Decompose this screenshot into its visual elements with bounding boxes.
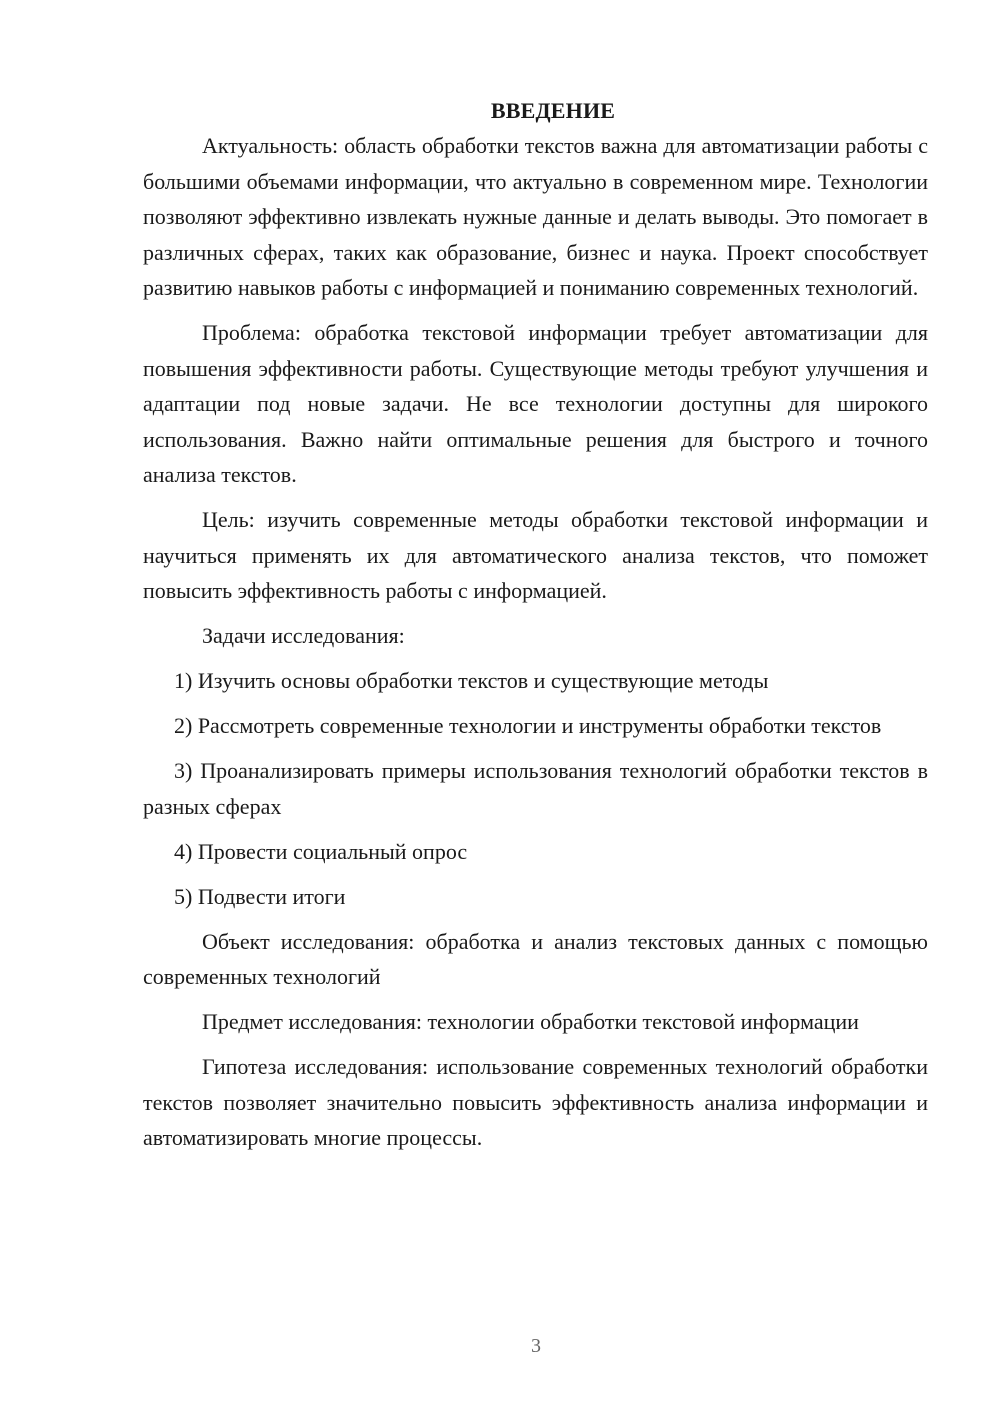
task-item-2: 2) Рассмотреть современные технологии и инструменты обработки текстов <box>174 713 882 738</box>
task-item-4: 4) Провести социальный опрос <box>174 838 468 864</box>
task-item-1: 1) Изучить основы обработки текстов и существующие методы <box>174 668 769 693</box>
section-title: ВВЕДЕНИЕ <box>490 98 616 123</box>
paragraph-hypothesis: Гипотеза исследования: использование современных технологий обработки текстов позволяет значительно повысить эффективность анализа информации и автоматизировать многие процессы. <box>143 1054 928 1150</box>
paragraph-object: Объект исследования: обработка и анализ текстовых данных с помощью современных технологий <box>143 928 928 989</box>
paragraph-problem: Проблема: обработка текстовой информации требует автоматизации для повышения эффективности работы. Существующие методы требуют улучшения и адаптации под новые задачи. Не все технологии доступны для широкого использования. Важно найти оптимальные решения для быстрого и точного анализа текстов. <box>143 320 928 487</box>
task-item-5: 5) Подвести итоги <box>174 883 346 909</box>
task-item-3: 3) Проанализировать примеры использования технологий обработки текстов в разных сферах <box>143 758 928 819</box>
paragraph-subject: Предмет исследования: технологии обработки текстовой информации <box>202 1009 859 1034</box>
paragraph-goal: Цель: изучить современные методы обработки текстовой информации и научиться применять их для автоматического анализа текстов, что поможет повысить эффективность работы с информацией. <box>143 507 928 603</box>
paragraph-tasks-heading: Задачи исследования: <box>202 623 405 648</box>
page-content <box>143 96 928 1165</box>
paragraph-relevance: Актуальность: область обработки текстов важна для автоматизации работы с большими объемами информации, что актуально в современном мире. Технологии позволяют эффективно извлекать нужные данные и делать выводы. Это помогает в различных сферах, таких как образование, бизнес и наука. Проект способствует развитию навыков работы с информацией и пониманию современных технологий. <box>143 133 928 300</box>
page-number: 3 <box>531 1335 541 1357</box>
